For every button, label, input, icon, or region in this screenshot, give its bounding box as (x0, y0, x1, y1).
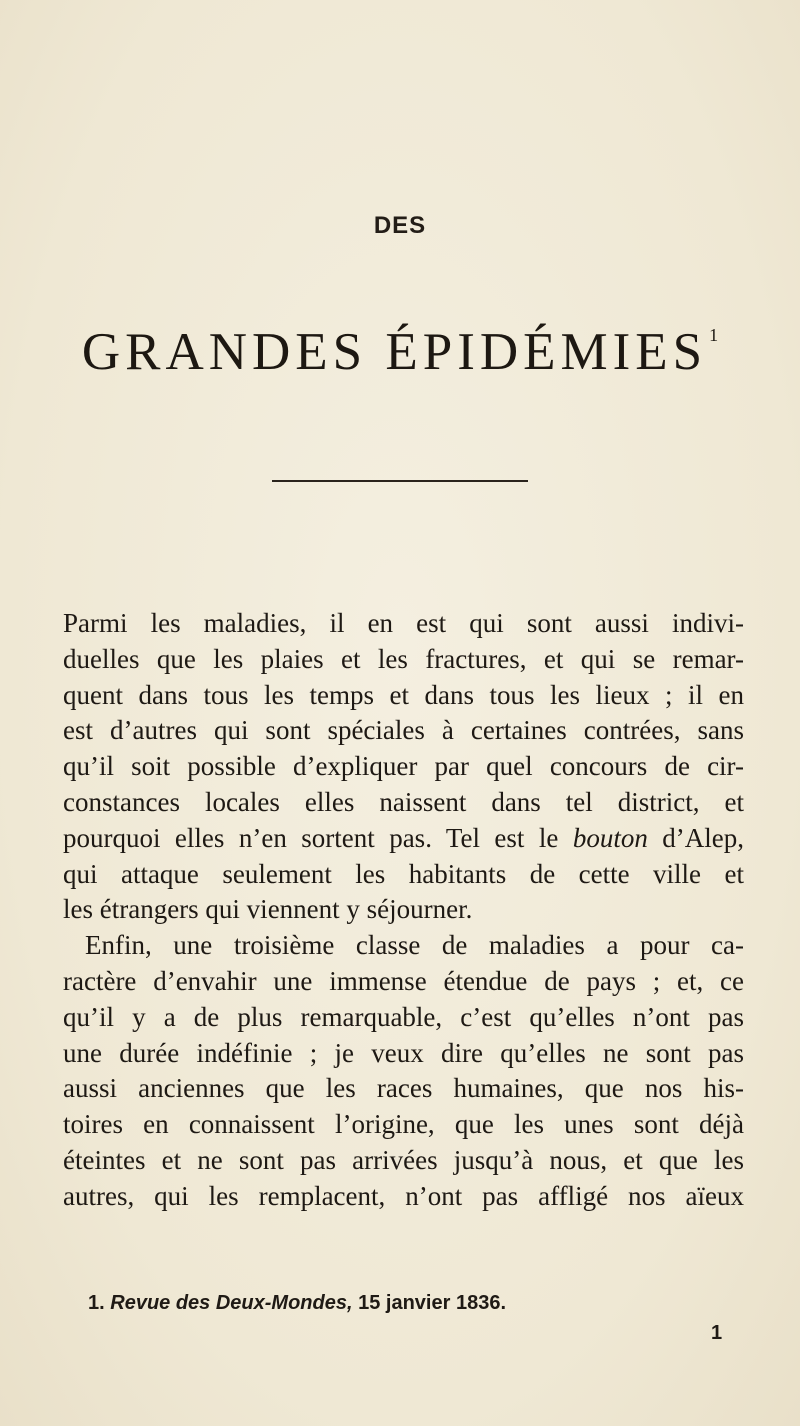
body-line: qu’il soit possible d’expliquer par quel concours de cir- (63, 751, 744, 782)
chapter-title (0, 322, 800, 382)
body-line (63, 821, 744, 857)
footnote-journal: Revue des Deux-Mondes, (110, 1292, 353, 1314)
body-line: quent dans tous les temps et dans tous les lieux ; il en (63, 679, 744, 710)
body-line-start: pourquoi elles n’en sortent pas. Tel est le (63, 822, 573, 853)
italic-term: bouton (572, 822, 648, 853)
body-line: toires en connaissent l’origine, que les unes sont déjà (63, 1109, 744, 1140)
chapter-title-text: GRANDES ÉPIDÉMIES (81, 323, 708, 381)
chapter-kicker: DES (373, 212, 427, 239)
footnote (88, 1292, 788, 1315)
body-line: constances locales elles naissent dans tel district, et (63, 786, 744, 817)
body-line: Enfin, une troisième classe de maladies a pour ca- (85, 930, 744, 961)
body-line: duelles que les plaies et les fractures, et qui se remar- (63, 643, 744, 674)
footnote-date: 15 janvier 1836. (352, 1292, 506, 1314)
body-line: les étrangers qui viennent y séjourner. (63, 894, 473, 925)
footnote-marker: 1 (709, 325, 719, 345)
body-line: qui attaque seulement les habitants de cette ville et (63, 858, 744, 889)
body-line: éteintes et ne sont pas arrivées jusqu’à nous, et que les (63, 1144, 744, 1175)
body-paragraphs (63, 606, 744, 1215)
body-line: qu’il y a de plus remarquable, c’est qu’elles n’ont pas (63, 1001, 744, 1032)
body-line-end: d’Alep, (647, 822, 744, 853)
body-line: est d’autres qui sont spéciales à certaines contrées, sans (63, 715, 744, 746)
page-number: 1 (711, 1322, 723, 1344)
body-line: Parmi les maladies, il en est qui sont aussi indivi- (63, 608, 744, 638)
body-line: une durée indéfinie ; je veux dire qu’elles ne sont pas (63, 1037, 744, 1068)
title-divider (272, 480, 528, 482)
body-line: aussi anciennes que les races humaines, que nos his- (63, 1073, 744, 1104)
footnote-number: 1. (88, 1292, 105, 1314)
body-line: ractère d’envahir une immense étendue de pays ; et, ce (63, 965, 744, 996)
body-line: autres, qui les remplacent, n’ont pas affligé nos aïeux (63, 1180, 744, 1211)
